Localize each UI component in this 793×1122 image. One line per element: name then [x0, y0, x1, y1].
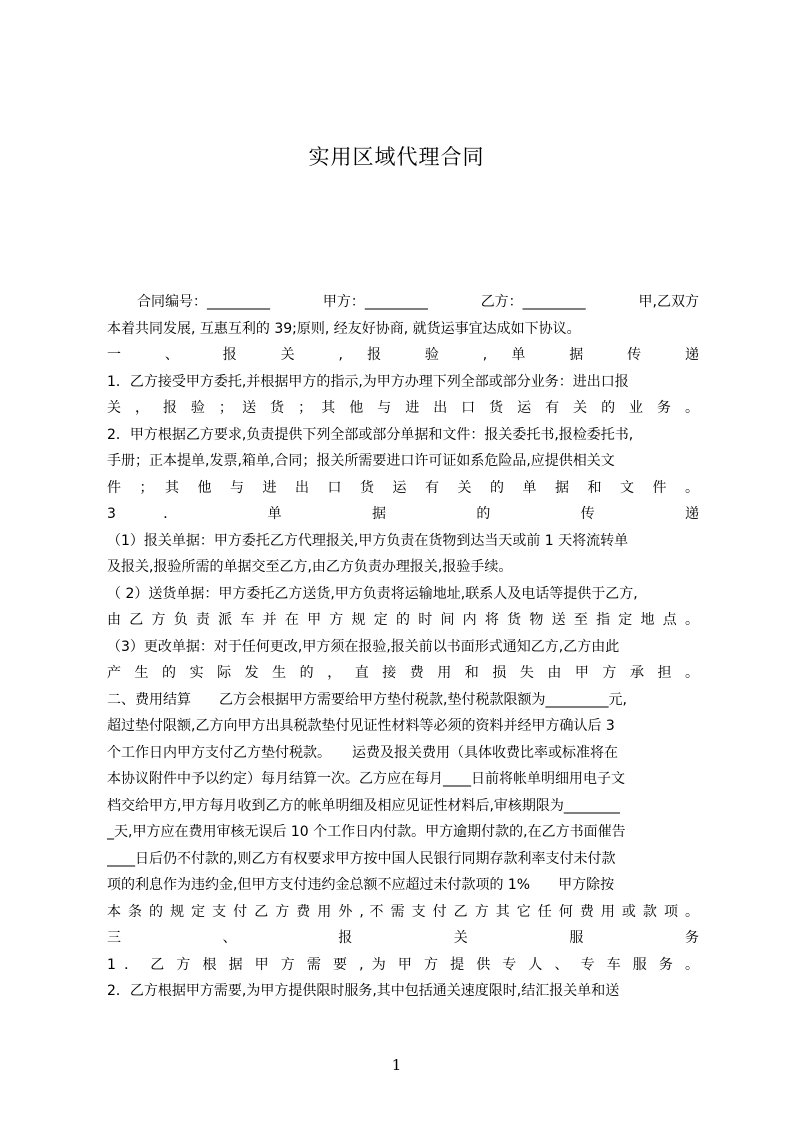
text-line: 产 生 的 实 际 发 生 的 ， 直 接 费 用 和 损 失 由 甲 方 承 担 。: [107, 665, 699, 681]
text-line: （1）报关单据：甲方委托乙方代理报关,甲方负责在货物到达当天或前 1 天将流转单: [107, 532, 629, 549]
text-line: 关 ， 报 验 ； 送 货 ； 其 他 与 进 出 口 货 运 有 关 的 业 务 。: [107, 400, 699, 416]
text-line: 2．甲方根据乙方要求,负责提供下列全部或部分单据和文件：报关委托书,报检委托书,: [107, 426, 634, 443]
text-line: 1．乙方接受甲方委托,并根据甲方的指示,为甲方办理下列全部或部分业务：进出口报: [107, 373, 629, 390]
text-line: 2．乙方根据甲方需要,为甲方提供限时服务,其中包括通关速度限时,结汇报关单和送: [107, 983, 620, 999]
text-line: 1 ． 乙 方 根 据 甲 方 需 要 , 为 甲 方 提 供 专 人 、 专 车 服 务 。: [107, 956, 699, 973]
page-number: 1: [391, 1056, 402, 1074]
section-heading: 三 、 报 关 服 务: [107, 930, 699, 946]
text-line: 及报关,报验所需的单据交至乙方,由乙方负责办理报关,报验手续。: [107, 559, 513, 575]
contract-number-field: 合同编号：_________: [137, 294, 270, 310]
parties-text: 甲,乙双方: [638, 294, 699, 310]
text-line: ____日后仍不付款的,则乙方有权要求甲方按中国人民银行同期存款利率支付未付款: [107, 850, 616, 867]
text-line: 本着共同发展, 互惠互利的 39;原则, 经友好协商, 就货运事宜达成如下协议。: [107, 320, 581, 337]
contract-header-line: [107, 289, 699, 316]
party-b-field: 乙方：_________: [480, 294, 586, 310]
document-body: [107, 289, 699, 1005]
party-a-field: 甲方：_________: [322, 294, 428, 310]
text-line: （ 2）送货单据：甲方委托乙方送货,甲方负责将运输地址,联系人及电话等提供于乙方,: [107, 585, 638, 602]
text-line: _天,甲方应在费用审核无误后 10 个工作日内付款。甲方逾期付款的,在乙方书面催告: [107, 824, 626, 840]
document-title: 实用区域代理合同: [308, 145, 485, 169]
text-line: 由 乙 方 负 责 派 车 并 在 甲 方 规 定 的 时 间 内 将 货 物 送 至 指 定 地 点 。: [107, 612, 699, 628]
text-line: 本协议附件中予以约定）每月结算一次。乙方应在每月____日前将帐单明细用电子文: [107, 771, 625, 787]
text-line: 件 ； 其 他 与 进 出 口 货 运 有 关 的 单 据 和 文 件 。: [107, 479, 699, 496]
text-line: 手册；正本提单,发票,箱单,合同；报关所需要进口许可证如系危险品,应提供相关文: [107, 453, 615, 469]
section-heading-inline: 二、费用结算 乙方会根据甲方需要给甲方垫付税款,垫付税款限额为_________元,: [107, 691, 627, 708]
text-line: 超过垫付限额,乙方向甲方出具税款垫付见证性材料等必须的资料并经甲方确认后 3: [107, 718, 615, 734]
text-line: 本 条 的 规 定 支 付 乙 方 费 用 外 , 不 需 支 付 乙 方 其 它 任 何 费 用 或 款 项 。: [107, 903, 699, 920]
text-line: 项的利息作为违约金,但甲方支付违约金总额不应超过未付款项的 1% 甲方除按: [107, 877, 615, 893]
subsection-heading: 3 ． 单 据 的 传 递: [107, 506, 699, 522]
text-line: 档交给甲方,甲方每月收到乙方的帐单明细及相应见证性材料后,审核期限为________: [107, 797, 620, 814]
text-line: 个工作日内甲方支付乙方垫付税款。 运费及报关费用（具体收费比率或标准将在: [107, 744, 618, 761]
text-line: （3）更改单据：对于任何更改,甲方须在报验,报关前以书面形式通知乙方,乙方由此: [107, 638, 620, 655]
section-heading: 一 、 报 关 , 报 验 , 单 据 传 递: [107, 347, 699, 363]
